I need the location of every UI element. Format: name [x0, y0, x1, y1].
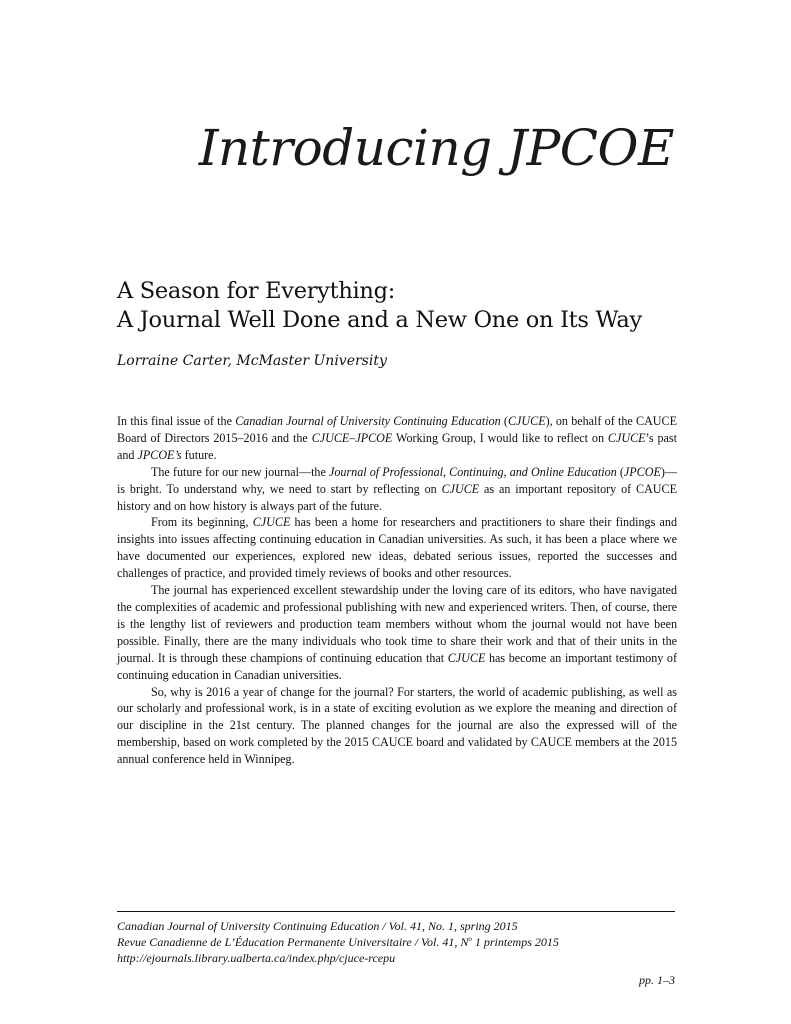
article-body	[117, 413, 677, 768]
page-heading: Introducing JPCOE	[198, 119, 674, 177]
footer-line-2: Revue Canadienne de L’Éducation Permanente Universitaire / Vol. 41, $N^o$ 1 printemps 2015	[117, 935, 559, 949]
footer-url: http://ejournals.library.ualberta.ca/index.php/cjuce-rcepu	[117, 951, 396, 965]
paragraph-3: From its beginning, CJUCE has been a home for researchers and practitioners to share their findings and insights into issues affecting continuing education in Canadian universities. As such, it has been a place where we have documented our experiences, explored new ideas, debated serious issues, reported the successes and challenges of practice, and provided timely reviews of books and other resources.	[117, 515, 677, 581]
article-title-line-2: A Journal Well Done and a New One on Its Way	[117, 307, 642, 333]
paragraph-1: In this final issue of the Canadian Journal of University Continuing Education (CJUCE), on behalf of the CAUCE Board of Directors 2015–2016 and the CJUCE–JPCOE Working Group, I would like to reflect on CJUCE’s past and JPCOE’s future.	[117, 414, 677, 462]
paragraph-4: The journal has experienced excellent stewardship under the loving care of its editors, who have navigated the complexities of academic and professional publishing with new and experienced writers. Then, of course, there is the lengthy list of reviewers and production team members without whom the journal would not have been possible. Finally, there are the many individuals who took time to share their work and that of their units in the journal. It is through these champions of continuing education that CJUCE has become an important testimony of continuing education in Canadian universities.	[117, 583, 677, 682]
paragraph-2: The future for our new journal—the Journal of Professional, Continuing, and Online Education (JPCOE)—is bright. To understand why, we need to start by reflecting on CJUCE as an important repository of CAUCE history and on how history is always part of the future.	[117, 464, 677, 513]
footer-line-1: Canadian Journal of University Continuing Education / Vol. 41, No. 1, spring 2015	[117, 919, 518, 933]
article-title-line-1: A Season for Everything:	[117, 278, 395, 304]
article-title	[117, 277, 677, 335]
paragraph-5: So, why is 2016 a year of change for the journal? For starters, the world of academic publishing, as well as our scholarly and professional work, is in a state of exciting evolution as we explore the meaning and direction of our discipline in the 21st century. The planned changes for the journal are also the expressed will of the membership, based on work completed by the 2015 CAUCE board and validated by CAUCE members at the 2015 annual conference held in Winnipeg.	[117, 684, 677, 767]
footer-rule	[117, 911, 675, 912]
journal-footer	[117, 918, 677, 966]
author-byline: Lorraine Carter, McMaster University	[117, 353, 387, 369]
page-range: pp. 1–3	[639, 973, 675, 987]
